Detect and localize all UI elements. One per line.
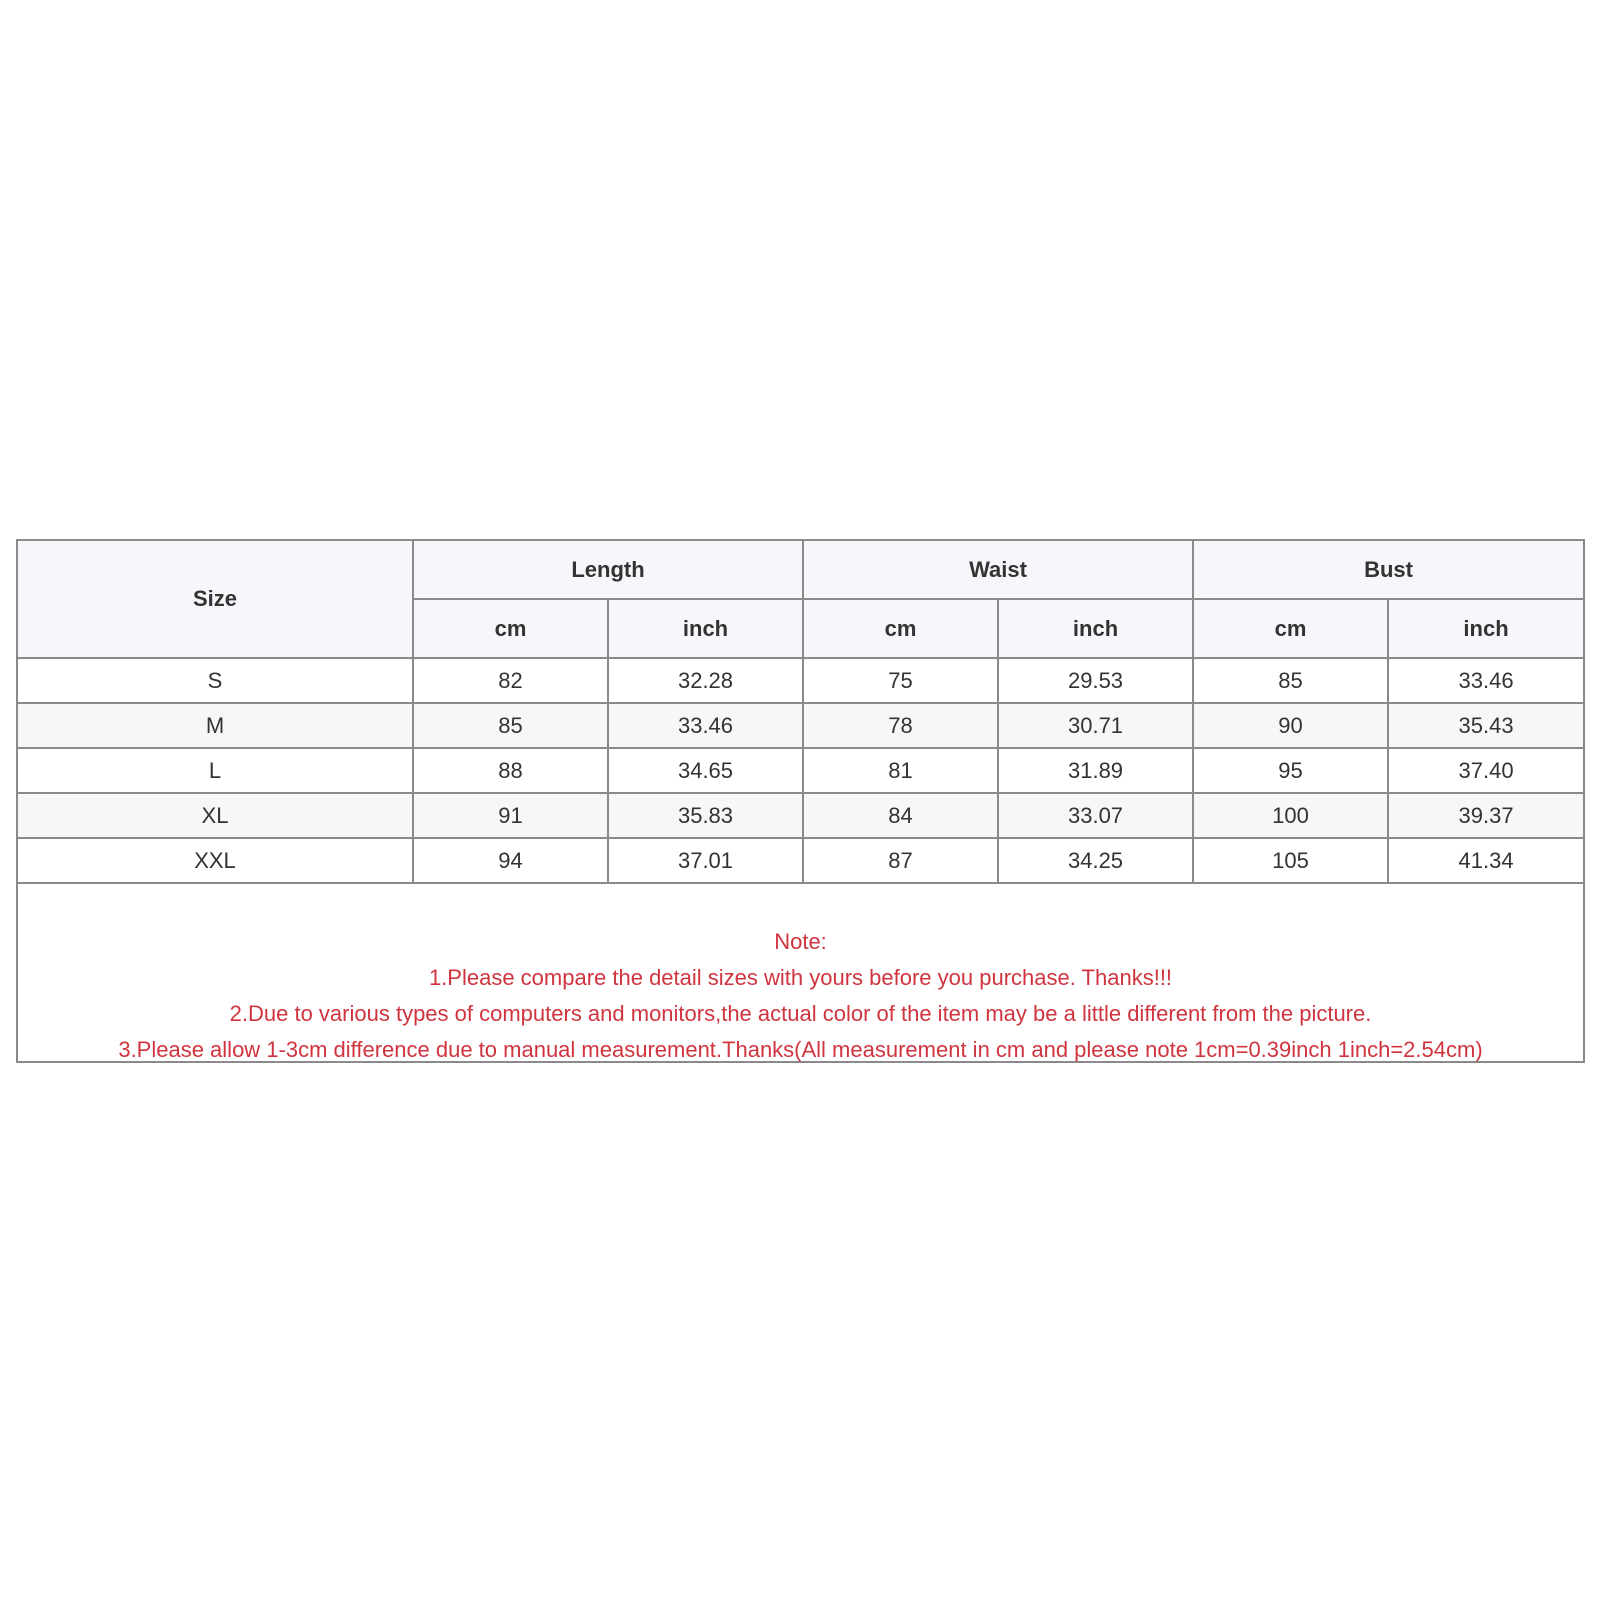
length-cm-cell: 82 <box>413 658 608 703</box>
table-row <box>18 793 1583 838</box>
size-table <box>18 541 1583 884</box>
bust-group-header: Bust <box>1193 541 1583 599</box>
bust-cm-cell: 105 <box>1193 838 1388 883</box>
length-cm-cell: 88 <box>413 748 608 793</box>
length-inch-cell: 32.28 <box>608 658 803 703</box>
bust-cm-cell: 95 <box>1193 748 1388 793</box>
table-row <box>18 748 1583 793</box>
length-inch-cell: 33.46 <box>608 703 803 748</box>
bust-cm-cell: 100 <box>1193 793 1388 838</box>
note-line-1: 1.Please compare the detail sizes with yours before you purchase. Thanks!!! <box>428 965 1173 990</box>
bust-inch-cell: 37.40 <box>1388 748 1583 793</box>
bust-cm-cell: 90 <box>1193 703 1388 748</box>
waist-inch-cell: 31.89 <box>998 748 1193 793</box>
size-cell: XXL <box>18 838 413 883</box>
size-cell: S <box>18 658 413 703</box>
waist-cm-cell: 84 <box>803 793 998 838</box>
bust-inch-cell: 41.34 <box>1388 838 1583 883</box>
waist-cm-cell: 78 <box>803 703 998 748</box>
waist-group-header: Waist <box>803 541 1193 599</box>
length-inch-header: inch <box>608 599 803 658</box>
bust-cm-header: cm <box>1193 599 1388 658</box>
size-cell: XL <box>18 793 413 838</box>
length-cm-cell: 85 <box>413 703 608 748</box>
length-inch-cell: 35.83 <box>608 793 803 838</box>
waist-inch-cell: 30.71 <box>998 703 1193 748</box>
table-row <box>18 838 1583 883</box>
length-inch-cell: 34.65 <box>608 748 803 793</box>
bust-inch-cell: 33.46 <box>1388 658 1583 703</box>
bust-inch-cell: 39.37 <box>1388 793 1583 838</box>
waist-inch-cell: 33.07 <box>998 793 1193 838</box>
bust-inch-cell: 35.43 <box>1388 703 1583 748</box>
length-cm-header: cm <box>413 599 608 658</box>
notes-section <box>18 884 1583 1068</box>
waist-cm-cell: 87 <box>803 838 998 883</box>
note-line-3: 3.Please allow 1-3cm difference due to manual measurement.Thanks(All measurement in cm and please note 1cm=0.39inch 1inch=2.54cm) <box>118 1037 1483 1062</box>
header-group-row <box>18 541 1583 599</box>
size-cell: M <box>18 703 413 748</box>
length-cm-cell: 91 <box>413 793 608 838</box>
waist-cm-cell: 81 <box>803 748 998 793</box>
length-inch-cell: 37.01 <box>608 838 803 883</box>
size-column-header: Size <box>18 541 413 658</box>
table-row <box>18 658 1583 703</box>
note-line-2: 2.Due to various types of computers and monitors,the actual color of the item may be a little different from the picture. <box>229 1001 1372 1026</box>
waist-cm-cell: 75 <box>803 658 998 703</box>
waist-inch-cell: 34.25 <box>998 838 1193 883</box>
length-group-header: Length <box>413 541 803 599</box>
note-title: Note: <box>774 929 827 954</box>
waist-inch-cell: 29.53 <box>998 658 1193 703</box>
bust-inch-header: inch <box>1388 599 1583 658</box>
length-cm-cell: 94 <box>413 838 608 883</box>
size-chart <box>16 539 1585 1063</box>
table-row <box>18 703 1583 748</box>
size-cell: L <box>18 748 413 793</box>
waist-inch-header: inch <box>998 599 1193 658</box>
bust-cm-cell: 85 <box>1193 658 1388 703</box>
waist-cm-header: cm <box>803 599 998 658</box>
